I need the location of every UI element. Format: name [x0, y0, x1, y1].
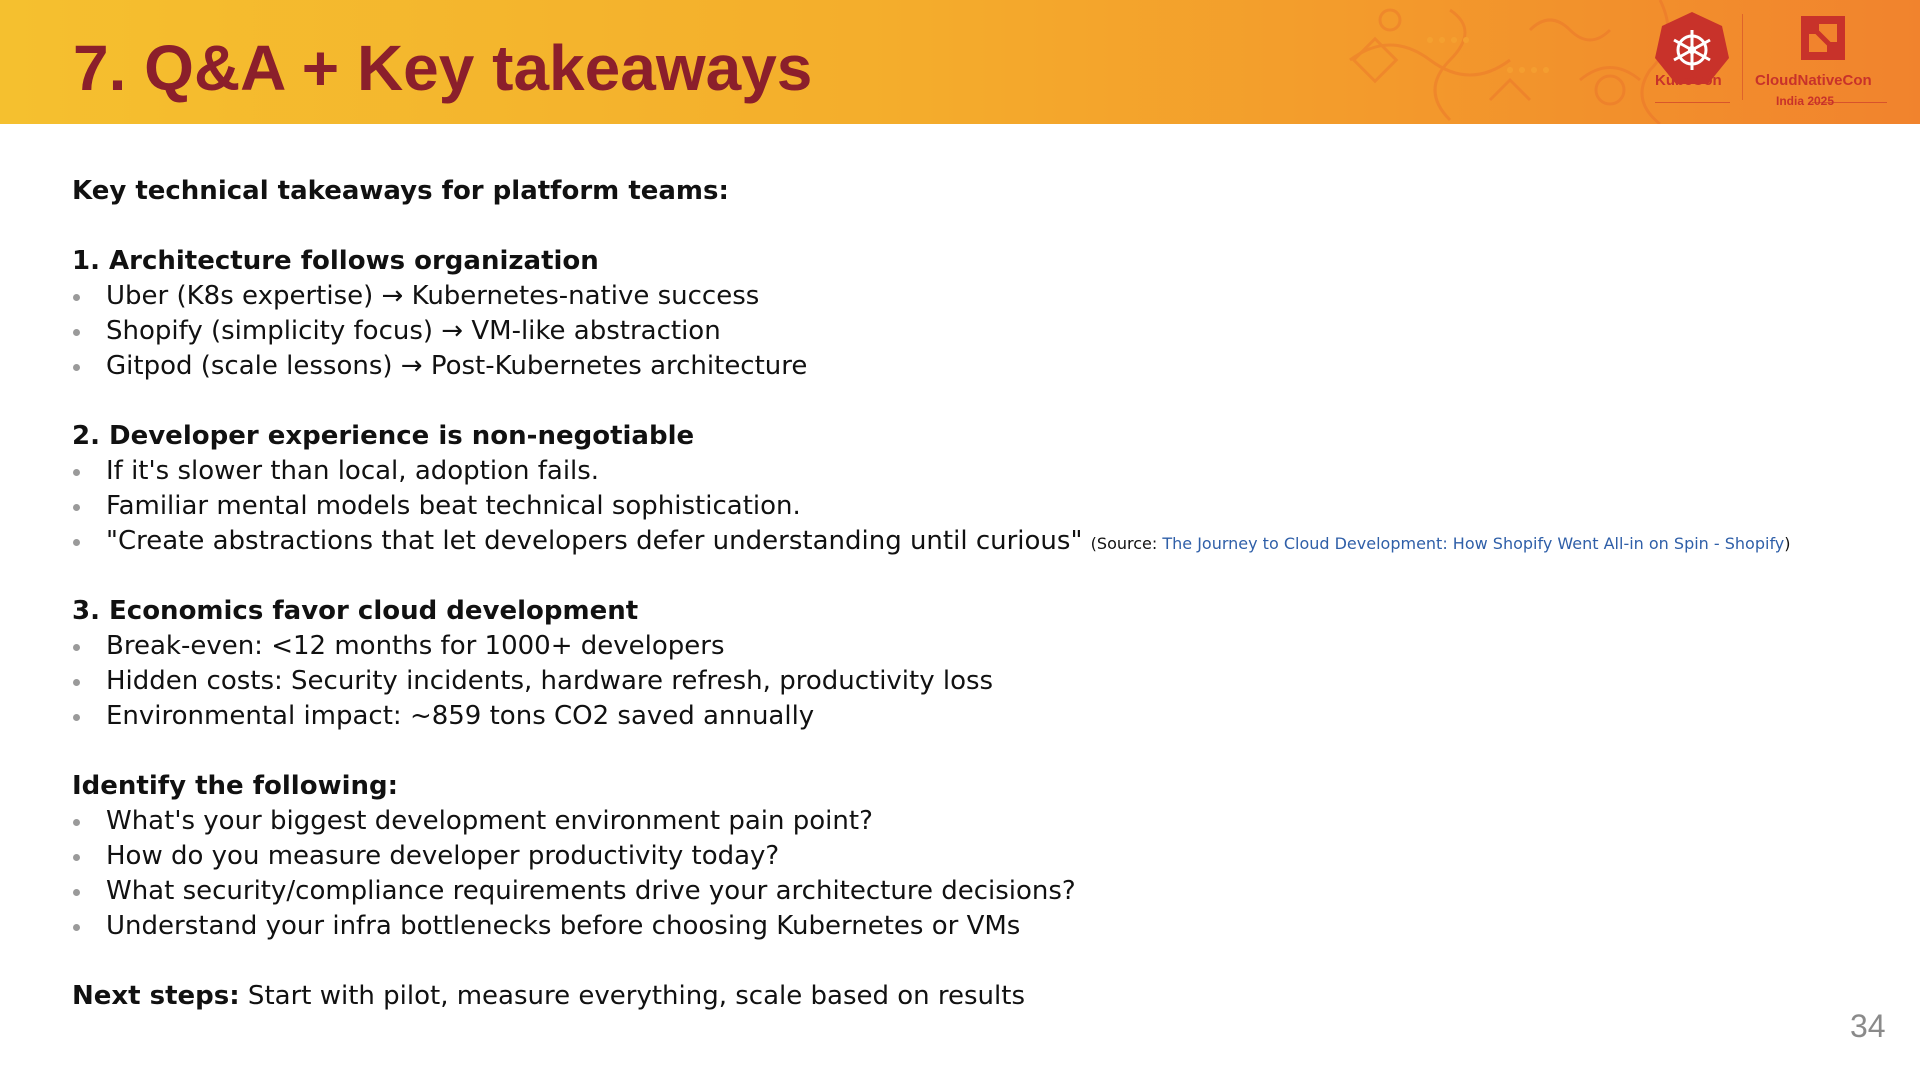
logo-rule-left	[1655, 102, 1730, 103]
section-heading: 2. Developer experience is non-negotiable	[72, 421, 695, 451]
list-item	[72, 804, 1872, 839]
list-item	[72, 279, 1872, 314]
source-prefix: (Source:	[1090, 534, 1163, 553]
source-citation	[1091, 534, 1791, 553]
bullet-dot	[73, 294, 80, 301]
bullet-text: "Create abstractions that let developers defer understanding until curious"	[106, 526, 1083, 556]
bullet-text: Hidden costs: Security incidents, hardware refresh, productivity loss	[106, 666, 994, 696]
bullet-text: Gitpod (scale lessons) → Post-Kubernetes architecture	[106, 351, 808, 381]
bullet-text: Familiar mental models beat technical sophistication.	[106, 491, 801, 521]
list-item	[72, 489, 1872, 524]
slide-content	[72, 174, 1872, 1014]
bullet-text: If it's slower than local, adoption fails.	[106, 456, 600, 486]
bullet-dot	[73, 469, 80, 476]
next-steps	[72, 979, 1872, 1014]
section-heading: 1. Architecture follows organization	[72, 246, 599, 276]
event-sub-label: India 2025	[1775, 94, 1835, 108]
bullet-text: Uber (K8s expertise) → Kubernetes-native success	[106, 281, 760, 311]
bullet-text: Understand your infra bottlenecks before choosing Kubernetes or VMs	[106, 911, 1021, 941]
list-item	[72, 629, 1872, 664]
bullet-dot	[73, 364, 80, 371]
bullet-dot	[73, 819, 80, 826]
bullet-dot	[73, 644, 80, 651]
bullet-text: What security/compliance requirements drive your architecture decisions?	[106, 876, 1076, 906]
bullet-dot	[73, 924, 80, 931]
cncf-square-icon	[1750, 8, 1900, 108]
bullet-dot	[73, 714, 80, 721]
kubernetes-wheel-icon	[1650, 8, 1735, 108]
section-heading: Identify the following:	[72, 771, 399, 801]
header-banner	[0, 0, 1920, 124]
bullet-dot	[73, 889, 80, 896]
list-item	[72, 664, 1872, 699]
list-item	[72, 699, 1872, 734]
source-link[interactable]: The Journey to Cloud Development: How Shopify Went All-in on Spin - Shopify	[1162, 534, 1785, 553]
list-item	[72, 349, 1872, 384]
next-steps-text: Start with pilot, measure everything, scale based on results	[239, 981, 1026, 1011]
bullet-dot	[73, 679, 80, 686]
list-item	[72, 839, 1872, 874]
source-suffix: )	[1784, 534, 1791, 553]
slide-title: 7. Q&A + Key takeaways	[73, 32, 813, 104]
intro-heading: Key technical takeaways for platform teams:	[72, 176, 729, 206]
bullet-text: Break-even: <12 months for 1000+ developers	[106, 631, 725, 661]
bullet-dot	[73, 504, 80, 511]
list-item	[72, 874, 1872, 909]
page-number: 34	[1850, 1008, 1886, 1044]
next-steps-label: Next steps:	[72, 981, 240, 1011]
bullet-dot	[73, 539, 80, 546]
list-item	[72, 524, 1872, 559]
list-item	[72, 314, 1872, 349]
bullet-dot	[73, 329, 80, 336]
section-heading: 3. Economics favor cloud development	[72, 596, 639, 626]
list-item	[72, 909, 1872, 944]
list-item	[72, 454, 1872, 489]
cloudnativecon-label: CloudNativeCon	[1755, 72, 1872, 89]
logo-divider	[1742, 14, 1743, 100]
bullet-text: Environmental impact: ~859 tons CO2 saved annually	[106, 701, 815, 731]
kubecon-label: KubeCon	[1655, 72, 1722, 89]
bullet-text: Shopify (simplicity focus) → VM-like abstraction	[106, 316, 721, 346]
bullet-text: What's your biggest development environment pain point?	[106, 806, 873, 836]
bullet-text: How do you measure developer productivity today?	[106, 841, 780, 871]
bullet-dot	[73, 854, 80, 861]
